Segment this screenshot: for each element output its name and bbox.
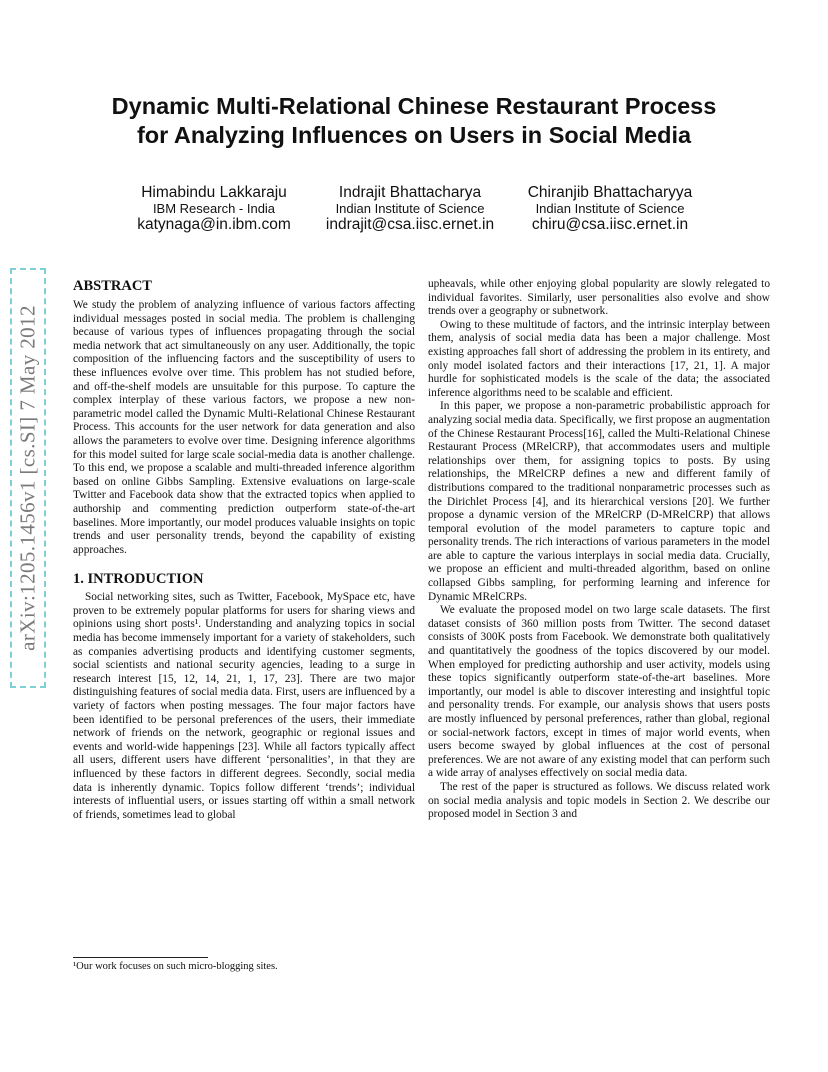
- author-email: chiru@csa.iisc.ernet.in: [531, 216, 689, 233]
- author-email: katynaga@in.ibm.com: [137, 216, 291, 233]
- author-affiliation: Indian Institute of Science: [535, 201, 685, 216]
- footnote-separator: [73, 957, 208, 958]
- author-name: Chiranjib Bhattacharyya: [527, 184, 693, 201]
- author-2: [310, 184, 510, 233]
- intro-paragraph-4: We evaluate the proposed model on two large scale datasets. The first dataset consists of 360 million posts from Twitter. The second dataset consists of 300K posts from Facebook. We demonstrate both qualitatively and quantitatively the goodness of the topics discovered by our model. When employed for predicting authorship and user activity, models using these topics significantly outperform state-of-the-art baselines. More importantly, our model is able to discover interesting and insightful topic and personality trends. For example, our analysis shows that users posts are mostly influenced by personal preferences, rather than global, regional or social-network factors, except in times of major world events, when users become swayed by global influences at the cost of personal preferences. We are not aware of any existing model that can perform such a wide array of analyses effectively on social media data.: [428, 604, 770, 780]
- intro-paragraph-1: Social networking sites, such as Twitter, Facebook, MySpace etc, have proven to be extremely popular platforms for users for sharing views and opinions using short posts¹. Understanding and analyzing topics in social media has become immensely important for a variety of stakeholders, such as companies advertising products and identifying customer segments, social scientists and national security agencies, leading to a surge in research interest [15, 12, 14, 21, 1, 17, 23]. There are two major distinguishing features of social media data. First, users are influenced by a variety of factors when posting messages. The four major factors have been identified to be personal preferences of the users, their immediate network of friends on the network, geographic or regional issues and events and world-wide happenings [23]. While all factors typically affect all users, different users have different ‘personalities’, in that they are influenced by these factors in different degrees. Secondly, social media data is inherently dynamic. Topics follow different ‘trends’; individual interests of influential users, or issues starting off within a small network of friends, sometimes lead to global: [73, 591, 415, 821]
- left-column: [73, 278, 415, 822]
- intro-paragraph-1-continued: upheavals, while other enjoying global popularity are slowly relegated to individual favorites. Similarly, user personalities also evolve and show trends over a geography or subnetwork.: [428, 278, 770, 318]
- author-affiliation: IBM Research - India: [152, 201, 276, 216]
- arxiv-identifier: arXiv:1205.1456v1 [cs.SI] 7 May 2012: [15, 305, 40, 651]
- intro-paragraph-2: Owing to these multitude of factors, and the intrinsic interplay between them, analysis of social media data has been a major challenge. Most existing approaches fall short of addressing the problem in its entirety, and only model isolated factors and their interactions [17, 21, 1]. A major hurdle for sophisticated models is the scale of the data; the associated inference algorithms need to be scalable and efficient.: [428, 318, 770, 399]
- title-line-1: Dynamic Multi-Relational Chinese Restaurant Process: [111, 93, 717, 119]
- author-name: Indrajit Bhattacharya: [338, 184, 482, 201]
- author-1: [124, 184, 304, 233]
- author-3: [514, 184, 706, 233]
- arxiv-stamp: [10, 268, 46, 688]
- intro-paragraph-3: In this paper, we propose a non-parametric probabilistic approach for analyzing social media data. Specifically, we first propose an augmentation of the Chinese Restaurant Process[16], called the Multi-Relational Chinese Restaurant Process (MRelCRP), that accommodates users and multiple relationships over them, for assigning topics to posts. By using relationships, the MRelCRP defines a new and different family of distributions compared to the traditional nonparametric processes such as the Dirichlet Process [4], and its hierarchical versions [20]. We further propose a dynamic version of the MRelCRP (D-MRelCRP) that allows temporal evolution of the model parameters to capture topic and personality trends. The rich interactions of various parameters in the model are able to capture the various interplays in social media data. Crucially, we propose an efficient and multi-threaded algorithm, based on online collapsed Gibbs sampling, for performing learning and inference for Dynamic MRelCRPs.: [428, 400, 770, 603]
- author-affiliation: Indian Institute of Science: [335, 201, 485, 216]
- intro-paragraph-5: The rest of the paper is structured as follows. We discuss related work on social media analysis and topic models in Section 2. We describe our proposed model in Section 3 and: [428, 780, 770, 821]
- title-line-2: for Analyzing Influences on Users in Social Media: [136, 122, 692, 148]
- abstract-heading: ABSTRACT: [73, 278, 152, 294]
- paper-title: [60, 92, 768, 150]
- abstract-text: We study the problem of analyzing influence of various factors affecting individual messages posted in social media. The problem is challenging because of various types of influences propagating through the social media network that act simultaneously on any user. Additionally, the topic composition of the influencing factors and the susceptibility of users to these influences evolve over time. This problem has not studied before, and off-the-shelf models are unsuitable for this purpose. To capture the complex interplay of these various factors, we propose a new non-parametric model called the Dynamic Multi-Relational Chinese Restaurant Process. This accounts for the user network for data generation and also allows the parameters to evolve over time. Designing inference algorithms for this model suited for large scale social-media data is another challenge. To this end, we propose a scalable and multi-threaded inference algorithm based on online Gibbs Sampling. Extensive evaluations on large-scale Twitter and Facebook data show that the extracted topics when applied to authorship and commenting prediction outperform state-of-the-art baselines. More importantly, our model produces valuable insights on topic trends and user personality trends, beyond the capability of existing approaches.: [73, 299, 415, 556]
- right-column: [428, 278, 770, 822]
- author-name: Himabindu Lakkaraju: [141, 184, 287, 201]
- footnote: ¹Our work focuses on such micro-blogging sites.: [73, 961, 278, 972]
- introduction-heading: 1. INTRODUCTION: [73, 571, 204, 588]
- author-email: indrajit@csa.iisc.ernet.in: [325, 216, 495, 233]
